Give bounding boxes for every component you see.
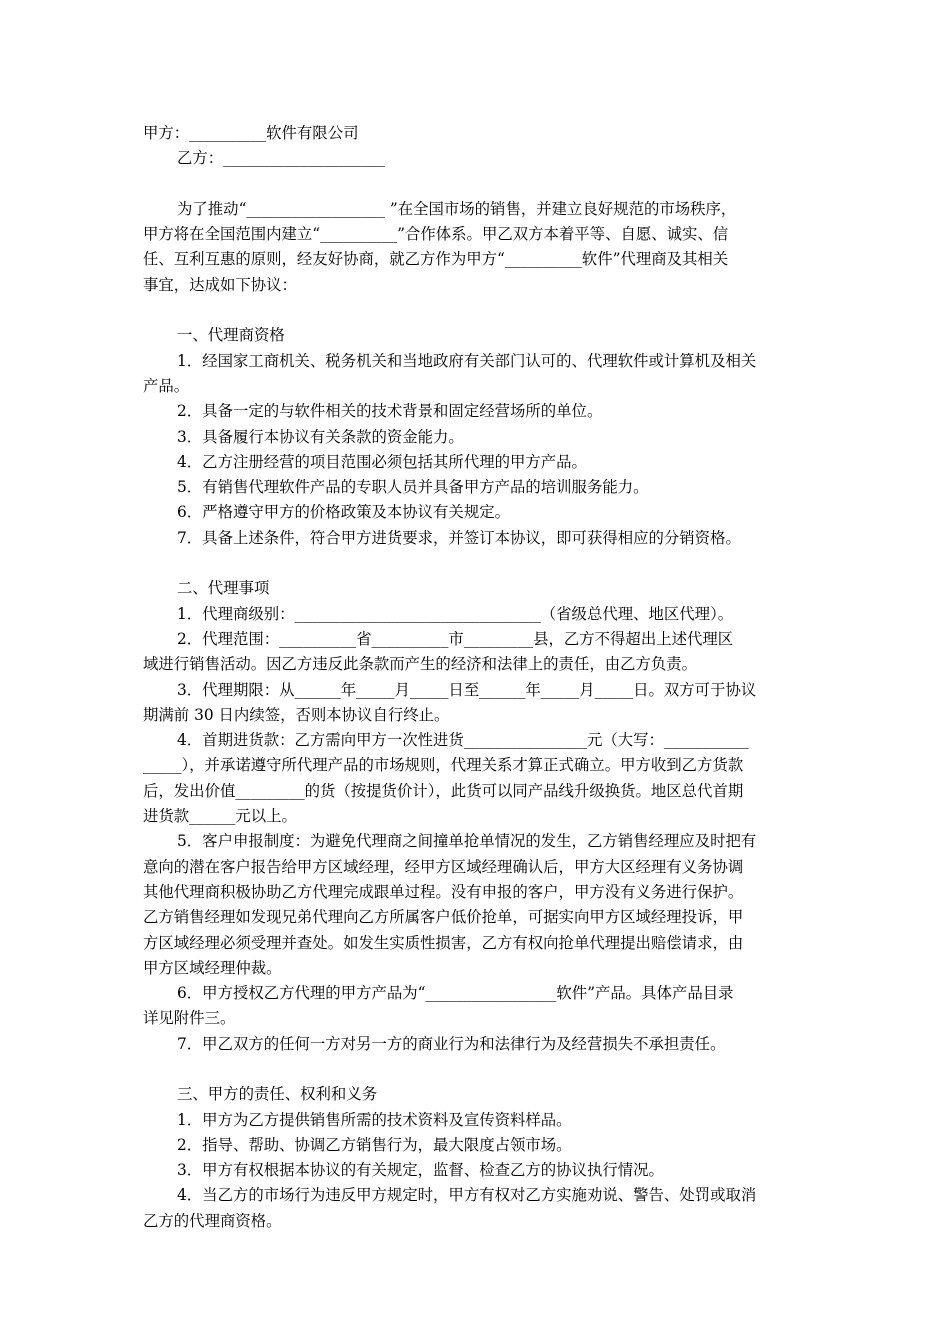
- clause-line: 1．经国家工商机关、税务机关和当地政府有关部门认可的、代理软件或计算机及相关: [177, 351, 757, 370]
- clause-line: _____），并承诺遵守所代理产品的市场规则，代理关系才算正式确立。甲方收到乙方货款: [143, 756, 744, 775]
- clause-line: 7．甲乙双方的任何一方对另一方的商业行为和法律行为及经营损失不承担责任。: [177, 1034, 726, 1053]
- clause-line: 1．代理商级别：________________________________（省级总代理、地区代理）。: [177, 604, 734, 623]
- preamble-line: 事宜，达成如下协议：: [143, 275, 297, 294]
- clause-line: 乙方销售经理如发现兄弟代理向乙方所属客户低价抢单，可据实向甲方区域经理投诉，甲: [143, 908, 744, 927]
- clause-line: 其他代理商积极协助乙方代理完成跟单过程。没有申报的客户，甲方没有义务进行保护。: [143, 882, 744, 901]
- party-b-line: 乙方：_____________________: [177, 149, 385, 168]
- clause-line: 后，发出价值_________的货（按提货价计），此货可以同产品线升级换货。地区总代首期: [143, 781, 744, 800]
- clause-line: 甲方区域经理仲裁。: [143, 958, 282, 977]
- clause-line: 域进行销售活动。因乙方违反此条款而产生的经济和法律上的责任，由乙方负责。: [143, 655, 698, 674]
- clause-line: 3．具备履行本协议有关条款的资金能力。: [177, 427, 464, 446]
- section-title: 二、代理事项: [177, 579, 270, 598]
- party-a-line: 甲方：__________软件有限公司: [143, 124, 359, 142]
- spacer: [143, 298, 810, 323]
- clause-line: 7．具备上述条件，符合甲方进货要求，并签订本协议，即可获得相应的分销资格。: [177, 528, 741, 547]
- clause-line: 5．有销售代理软件产品的专职人员并具备甲方产品的培训服务能力。: [177, 478, 649, 497]
- clause-line: 意向的潜在客户报告给甲方区域经理，经甲方区域经理确认后，甲方大区经理有义务协调: [143, 857, 744, 876]
- clause-line: 4．乙方注册经营的项目范围必须包括其所代理的甲方产品。: [177, 452, 587, 471]
- section-2: [143, 576, 810, 1057]
- clause-line: 2．指导、帮助、协调乙方销售行为，最大限度占领市场。: [177, 1135, 572, 1154]
- section-title: 一、代理商资格: [177, 326, 285, 345]
- section-title: 三、甲方的责任、权利和义务: [177, 1085, 378, 1104]
- clause-line: 进货款______元以上。: [143, 807, 297, 826]
- section-3: [143, 1082, 810, 1234]
- preamble-line: 任、互利互惠的原则，经友好协商，就乙方作为甲方“__________软件”代理商及其相关: [143, 250, 729, 269]
- spacer: [143, 1057, 810, 1082]
- clause-line: 4．当乙方的市场行为违反甲方规定时，甲方有权对乙方实施劝说、警告、处罚或取消: [177, 1186, 757, 1205]
- clause-line: 乙方的代理商资格。: [143, 1211, 282, 1230]
- spacer: [143, 172, 810, 197]
- clause-line: 6．严格遵守甲方的价格政策及本协议有关规定。: [177, 503, 510, 522]
- clause-line: 4．首期进货款：乙方需向甲方一次性进货________________元（大写：___________: [177, 731, 749, 750]
- clause-line: 2．具备一定的与软件相关的技术背景和固定经营场所的单位。: [177, 402, 603, 421]
- section-1: [143, 323, 810, 551]
- clause-line: 详见附件三。: [143, 1009, 236, 1028]
- clause-line: 2．代理范围：__________省__________市_________县，乙方不得超出上述代理区: [177, 629, 734, 648]
- preamble-line: 甲方将在全国范围内建立“__________”合作体系。甲乙双方本着平等、自愿、诚实、信: [143, 225, 729, 244]
- clause-line: 1．甲方为乙方提供销售所需的技术资料及宣传资料样品。: [177, 1110, 572, 1129]
- clause-line: 6．甲方授权乙方代理的甲方产品为“_________________软件”产品。具体产品目录: [177, 984, 734, 1003]
- clause-line: 3．甲方有权根据本协议的有关规定，监督、检查乙方的协议执行情况。: [177, 1161, 664, 1180]
- clause-line: 方区域经理必须受理并查处。如发生实质性损害，乙方有权向抢单代理提出赔偿请求，由: [143, 933, 744, 952]
- clause-line: 期满前 30 日内续签，否则本协议自行终止。: [143, 705, 450, 724]
- preamble: [143, 197, 810, 298]
- clause-line: 5．客户申报制度：为避免代理商之间撞单抢单情况的发生，乙方销售经理应及时把有: [177, 832, 757, 851]
- preamble-line: 为了推动“__________________ ”在全国市场的销售，并建立良好规范的市场秩序，: [177, 199, 737, 218]
- clause-line: 3．代理期限：从______年_____月_____日至______年_____月_____日。双方可于协议: [177, 680, 757, 699]
- spacer: [143, 551, 810, 576]
- clause-line: 产品。: [143, 376, 190, 395]
